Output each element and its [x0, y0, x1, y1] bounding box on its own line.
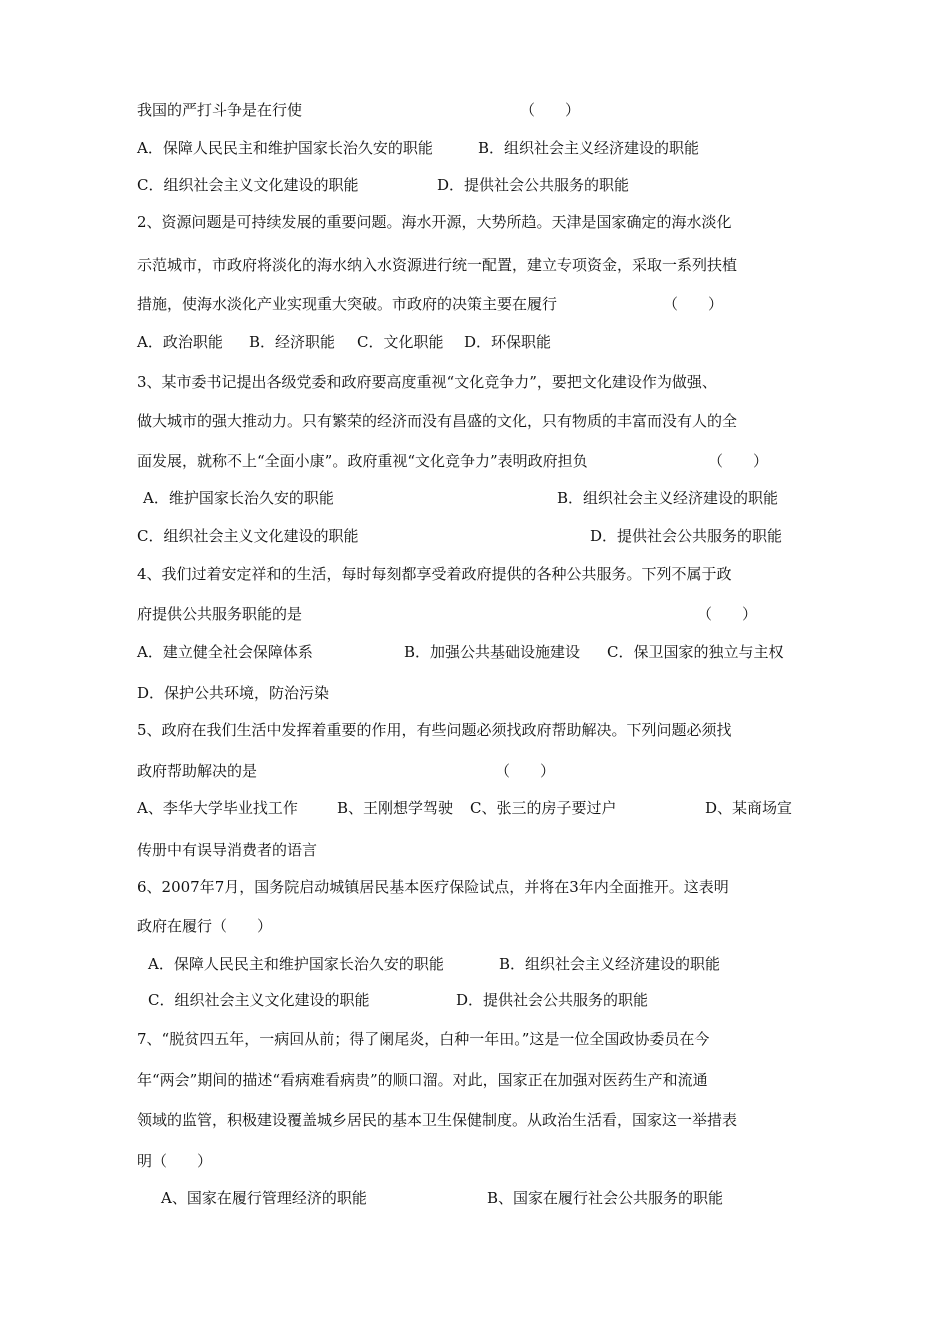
question-text: 做大城市的强大推动力。只有繁荣的经济而没有昌盛的文化，只有物质的丰富而没有人的全 [137, 412, 738, 430]
option-a: A、李华大学毕业找工作 [137, 799, 298, 817]
question-text: 领域的监管，积极建设覆盖城乡居民的基本卫生保健制度。从政治生活看，国家这一举措表 [137, 1111, 738, 1129]
option-c: C．文化职能 [357, 333, 444, 351]
option-a: A、国家在履行管理经济的职能 [161, 1189, 367, 1207]
question-text: 措施，使海水淡化产业实现重大突破。市政府的决策主要在履行 [137, 295, 558, 313]
question-text: 府提供公共服务职能的是 [137, 605, 303, 623]
option-b: B、国家在履行社会公共服务的职能 [487, 1189, 724, 1207]
option-d: D．保护公共环境，防治污染 [137, 684, 330, 702]
question-text: 我国的严打斗争是在行使 [137, 101, 303, 119]
option-d: D．提供社会公共服务的职能 [437, 176, 630, 194]
question-text: 7、“脱贫四五年，一病回从前；得了阑尾炎，白种一年田。”这是一位全国政协委员在今 [137, 1030, 710, 1048]
option-d: D．提供社会公共服务的职能 [456, 991, 649, 1009]
option-d-continued: 传册中有误导消费者的语言 [137, 841, 318, 859]
option-c: C．组织社会主义文化建设的职能 [137, 527, 359, 545]
answer-blank: （ ） [663, 295, 724, 313]
question-text: 年“两会”期间的描述“看病难看病贵”的顺口溜。对此，国家正在加强对医药生产和流通 [137, 1071, 708, 1089]
option-a: A．保障人民民主和维护国家长治久安的职能 [137, 139, 433, 157]
option-a: A．建立健全社会保障体系 [137, 643, 313, 661]
question-text: 6、2007年7月，国务院启动城镇居民基本医疗保险试点，并将在3年内全面推开。这表明 [137, 878, 729, 896]
question-text: 4、我们过着安定祥和的生活，每时每刻都享受着政府提供的各种公共服务。下列不属于政 [137, 565, 732, 583]
question-text: 示范城市，市政府将淡化的海水纳入水资源进行统一配置，建立专项资金，采取一系列扶植 [137, 256, 738, 274]
option-a: A．保障人民民主和维护国家长治久安的职能 [148, 955, 444, 973]
question-text: 政府帮助解决的是 [137, 762, 258, 780]
answer-blank: （ ） [520, 101, 581, 119]
question-text: 3、某市委书记提出各级党委和政府要高度重视“文化竞争力”，要把文化建设作为做强、 [137, 373, 717, 391]
question-text: 5、政府在我们生活中发挥着重要的作用，有些问题必须找政府帮助解决。下列问题必须找 [137, 721, 732, 739]
question-text: 面发展，就称不上“全面小康”。政府重视“文化竞争力”表明政府担负 [137, 452, 588, 470]
option-c: C、张三的房子要过户 [470, 799, 617, 817]
option-d: D．环保职能 [464, 333, 552, 351]
option-b: B．加强公共基础设施建设 [404, 643, 581, 661]
option-a: A．维护国家长治久安的职能 [143, 489, 334, 507]
option-b: B．经济职能 [249, 333, 336, 351]
option-c: C．组织社会主义文化建设的职能 [137, 176, 359, 194]
option-d: D．提供社会公共服务的职能 [590, 527, 783, 545]
answer-blank: （ ） [697, 605, 758, 623]
option-b: B、王刚想学驾驶 [337, 799, 454, 817]
answer-blank: （ ） [708, 452, 769, 470]
option-c: C．保卫国家的独立与主权 [607, 643, 784, 661]
option-b: B．组织社会主义经济建设的职能 [557, 489, 779, 507]
question-text: 2、资源问题是可持续发展的重要问题。海水开源，大势所趋。天津是国家确定的海水淡化 [137, 213, 732, 231]
answer-blank: （ ） [495, 762, 556, 780]
option-b: B．组织社会主义经济建设的职能 [499, 955, 721, 973]
option-b: B．组织社会主义经济建设的职能 [478, 139, 700, 157]
question-text: 政府在履行（ ） [137, 917, 273, 935]
option-c: C．组织社会主义文化建设的职能 [148, 991, 370, 1009]
option-d: D、某商场宣 [705, 799, 793, 817]
question-text: 明（ ） [137, 1152, 213, 1170]
option-a: A．政治职能 [137, 333, 223, 351]
